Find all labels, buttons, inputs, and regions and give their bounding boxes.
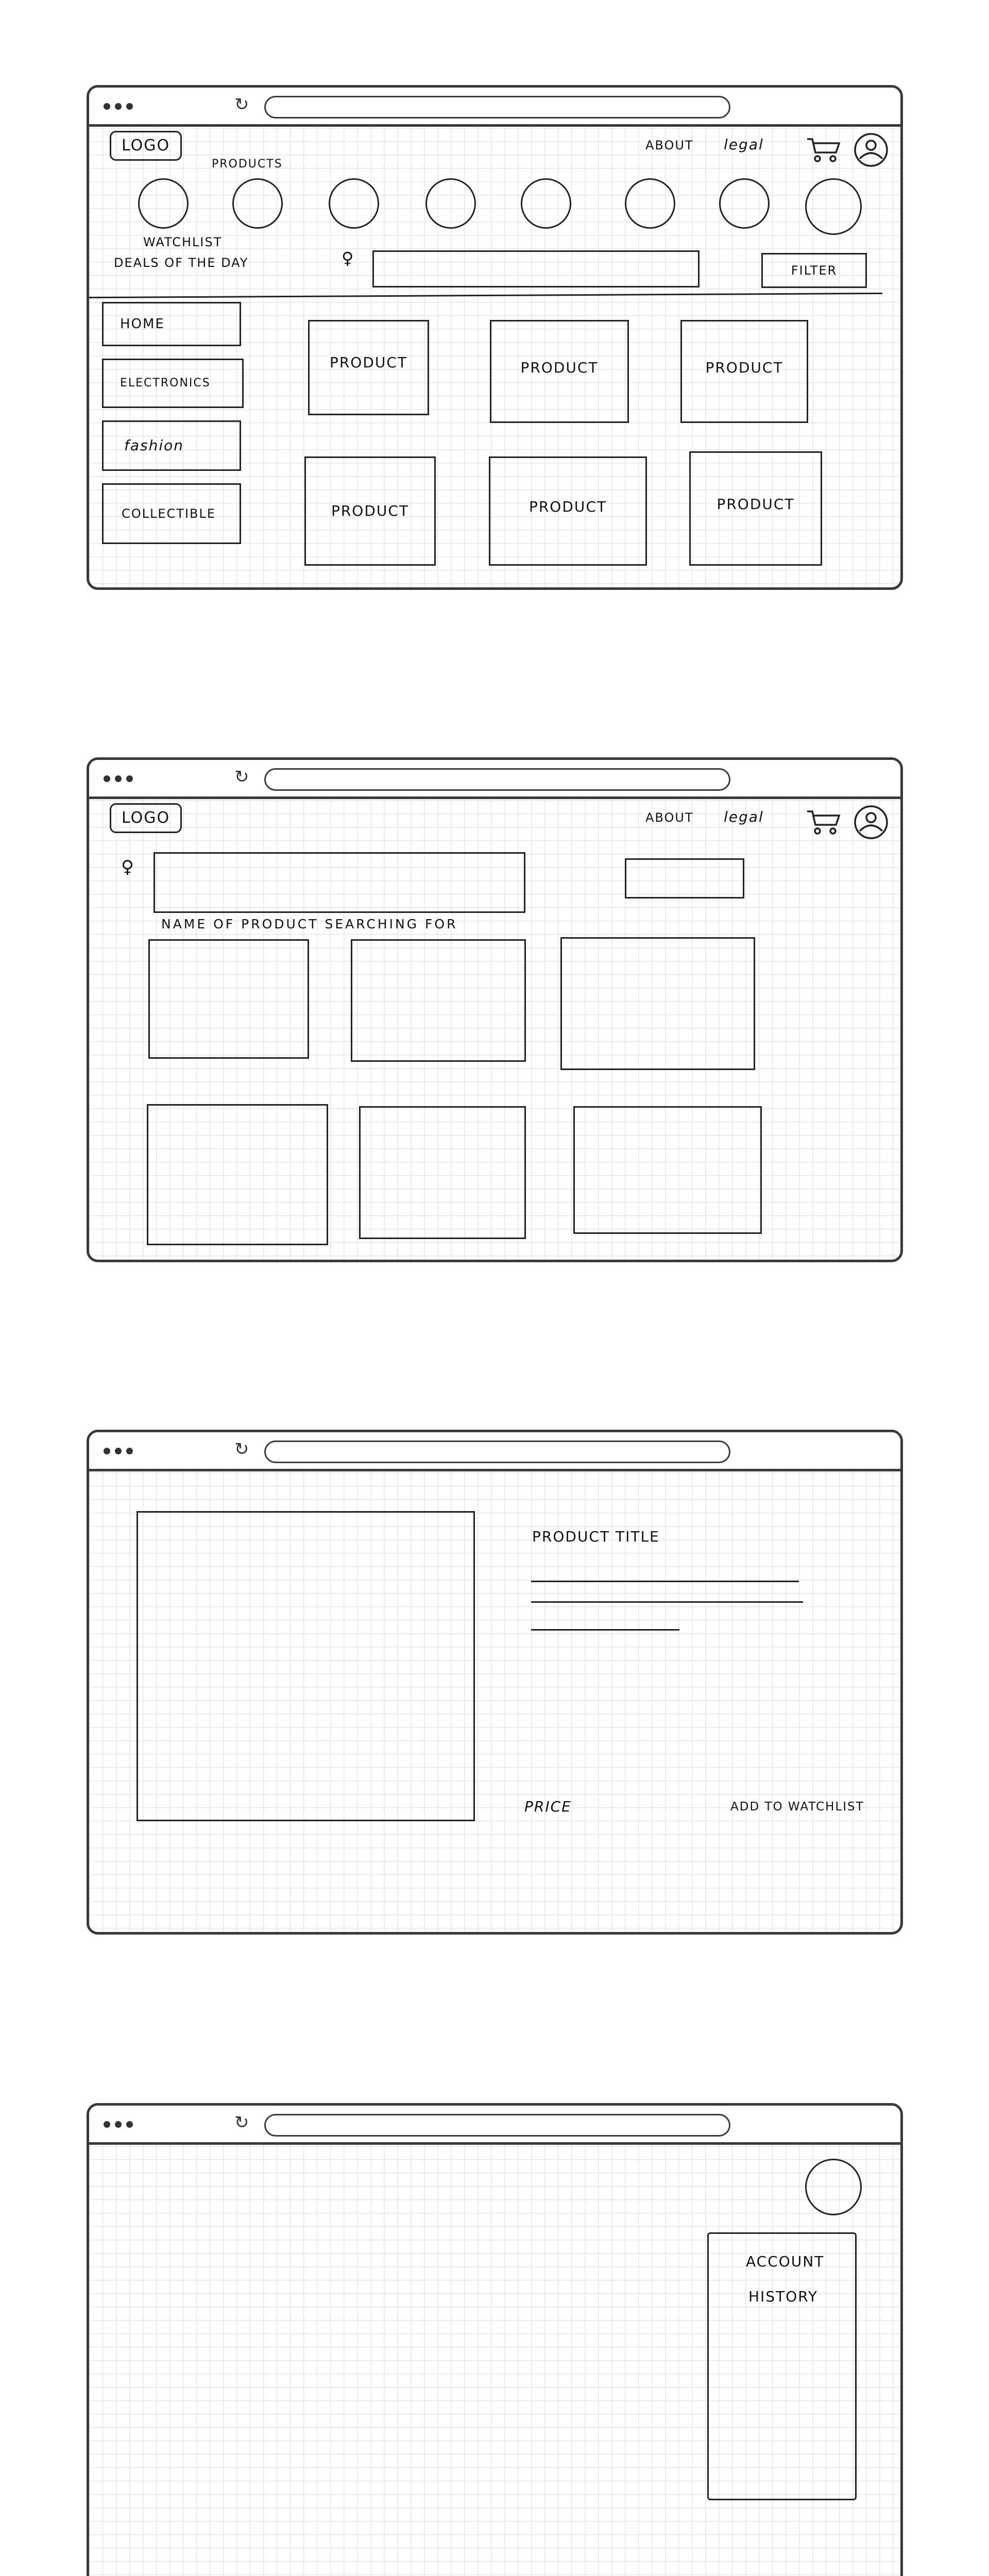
search-caption: NAME OF PRODUCT SEARCHING FOR	[161, 917, 458, 931]
result-card[interactable]	[351, 939, 526, 1062]
account-dropdown	[707, 2232, 857, 2500]
browser-bar	[89, 2106, 900, 2145]
category-circle[interactable]	[719, 178, 770, 229]
nav-about[interactable]: ABOUT	[645, 810, 694, 825]
window-controls	[104, 2121, 133, 2128]
product-card[interactable]: PRODUCT	[689, 451, 822, 566]
result-card[interactable]	[148, 939, 309, 1059]
sidebar-item-collectible[interactable]: COLLECTIBLE	[102, 483, 241, 544]
sidebar-item-home[interactable]: HOME	[102, 302, 241, 346]
sidebar-item-electronics[interactable]: ELECTRONICS	[102, 359, 244, 408]
category-circle[interactable]	[805, 178, 862, 235]
window-controls	[104, 103, 133, 110]
address-bar[interactable]	[264, 2114, 730, 2137]
watchlist-link[interactable]: WATCHLIST	[143, 235, 223, 249]
browser-bar	[89, 88, 900, 127]
avatar-icon[interactable]	[852, 132, 890, 168]
products-label[interactable]: PRODUCTS	[212, 158, 283, 171]
search-icon[interactable]: ♀	[121, 857, 135, 877]
menu-item-account[interactable]: ACCOUNT	[746, 2253, 825, 2270]
description-line	[531, 1581, 799, 1582]
cart-icon[interactable]	[805, 135, 842, 164]
category-circle[interactable]	[521, 178, 571, 229]
deals-of-the-day[interactable]: DEALS OF THE DAY	[114, 256, 249, 270]
product-card[interactable]: PRODUCT	[490, 320, 629, 423]
result-card[interactable]	[573, 1106, 762, 1234]
category-circle[interactable]	[329, 178, 379, 229]
reload-icon[interactable]: ↻	[234, 2112, 249, 2133]
browser-bar	[89, 760, 900, 799]
description-line	[531, 1601, 803, 1603]
result-card[interactable]	[560, 937, 755, 1070]
search-input[interactable]	[372, 250, 700, 287]
cart-icon[interactable]	[805, 807, 842, 836]
filter-button[interactable]	[625, 858, 744, 899]
category-circle[interactable]	[138, 178, 189, 229]
product-card[interactable]: PRODUCT	[308, 320, 429, 415]
product-card[interactable]: PRODUCT	[304, 456, 436, 566]
browser-bar	[89, 1432, 900, 1471]
window-controls	[104, 775, 133, 782]
address-bar[interactable]	[264, 768, 730, 791]
category-circle[interactable]	[425, 178, 476, 229]
sidebar-item-fashion[interactable]: fashion	[102, 420, 241, 471]
logo[interactable]: LOGO	[110, 803, 182, 833]
category-circle[interactable]	[625, 178, 675, 229]
product-image	[137, 1511, 475, 1821]
product-title: PRODUCT TITLE	[532, 1528, 660, 1545]
search-icon[interactable]: ♀	[342, 248, 355, 268]
nav-legal[interactable]: legal	[724, 808, 764, 825]
category-circle[interactable]	[232, 178, 283, 229]
search-input[interactable]	[154, 852, 525, 913]
wireframe-search-results	[87, 757, 903, 1262]
reload-icon[interactable]: ↻	[234, 1439, 249, 1460]
address-bar[interactable]	[264, 96, 730, 118]
product-card[interactable]: PRODUCT	[680, 320, 808, 423]
reload-icon[interactable]: ↻	[234, 767, 249, 787]
logo[interactable]: LOGO	[110, 131, 182, 161]
filter-button[interactable]: FILTER	[761, 253, 867, 288]
result-card[interactable]	[359, 1106, 526, 1239]
menu-item-history[interactable]: HISTORY	[748, 2288, 818, 2305]
product-price: PRICE	[524, 1798, 572, 1815]
nav-about[interactable]: ABOUT	[645, 138, 694, 152]
wireframe-product-detail	[87, 1430, 903, 1935]
address-bar[interactable]	[264, 1440, 730, 1463]
description-line	[531, 1629, 679, 1631]
result-card[interactable]	[147, 1104, 328, 1245]
product-card[interactable]: PRODUCT	[489, 456, 647, 566]
reload-icon[interactable]: ↻	[234, 94, 249, 115]
nav-legal[interactable]: legal	[724, 136, 764, 153]
wireframe-home	[87, 85, 903, 590]
wireframe-account-menu	[87, 2103, 903, 2576]
window-controls	[104, 1448, 133, 1454]
header-divider	[89, 293, 882, 298]
add-to-watchlist-button[interactable]: ADD TO WATCHLIST	[730, 1800, 864, 1814]
avatar-icon[interactable]	[805, 2159, 862, 2215]
avatar-icon[interactable]	[852, 804, 890, 840]
